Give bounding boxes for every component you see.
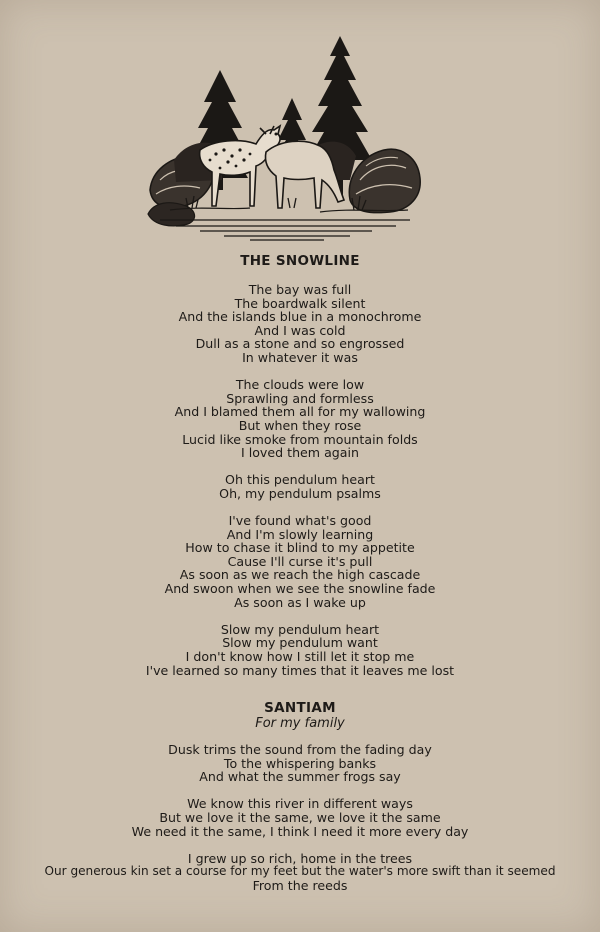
poem-line: We need it the same, I think I need it more every day: [131, 823, 469, 839]
poem-line: I grew up so rich, home in the trees: [187, 850, 413, 866]
poem-line: The bay was full: [248, 282, 352, 297]
poem-line: Slow my pendulum heart: [220, 621, 380, 637]
poem-dedication: For my family: [255, 716, 345, 731]
poem-line: Sprawling and formless: [226, 390, 374, 406]
poem-line: And I blamed them all for my wallowing: [174, 404, 426, 420]
poem-line: We know this river in different ways: [187, 796, 413, 812]
stanza: [0, 797, 600, 838]
poem-line: Cause I'll curse it's pull: [227, 553, 373, 569]
stanza: [0, 283, 600, 365]
poem-line: Oh, my pendulum psalms: [219, 485, 381, 501]
deer-and-pines-illustration-icon: [140, 30, 430, 245]
poem-line: Oh this pendulum heart: [225, 472, 375, 488]
poem-line: Slow my pendulum want: [222, 635, 378, 651]
poem-line: But when they rose: [238, 417, 362, 433]
poem-line: I loved them again: [241, 445, 359, 461]
poem-line: And what the summer frogs say: [199, 769, 401, 785]
stanza: [0, 743, 600, 784]
poem-line: I've learned so many times that it leaves me lost: [145, 662, 455, 678]
poem-line: Dusk trims the sound from the fading day: [168, 742, 432, 757]
poem-line: From the reeds: [252, 877, 348, 893]
poem-line: The clouds were low: [235, 377, 365, 393]
stanza: [0, 378, 600, 460]
poem-line: And I'm slowly learning: [226, 526, 374, 542]
stanza: [0, 852, 600, 893]
poem-line: Lucid like smoke from mountain folds: [182, 431, 418, 447]
poem-line: And swoon when we see the snowline fade: [164, 581, 436, 597]
poem-line: As soon as I wake up: [234, 594, 366, 610]
poem-line: I don't know how I still let it stop me: [185, 649, 415, 665]
poem-line: But we love it the same, we love it the same: [159, 809, 441, 825]
stanza: [0, 623, 600, 677]
poem-line: Our generous kin set a course for my feet but the water's more swift than it seemed: [44, 864, 556, 879]
poem-line: In whatever it was: [242, 349, 358, 365]
poem-the-snowline: [0, 253, 600, 677]
poem-title: SANTIAM: [264, 700, 336, 716]
poem-line: As soon as we reach the high cascade: [179, 567, 421, 583]
poem-line: And I was cold: [254, 322, 346, 338]
stanza: [0, 473, 600, 500]
poem-line: I've found what's good: [228, 513, 372, 529]
poem-line: The boardwalk silent: [234, 295, 366, 311]
poem-line: How to chase it blind to my appetite: [185, 540, 415, 556]
poem-line: Dull as a stone and so engrossed: [195, 336, 405, 352]
poem-line: To the whispering banks: [223, 755, 377, 771]
poem-line: And the islands blue in a monochrome: [178, 309, 422, 325]
poem-santiam: [0, 700, 600, 893]
poem-title: THE SNOWLINE: [240, 253, 360, 269]
stanza: [0, 514, 600, 609]
